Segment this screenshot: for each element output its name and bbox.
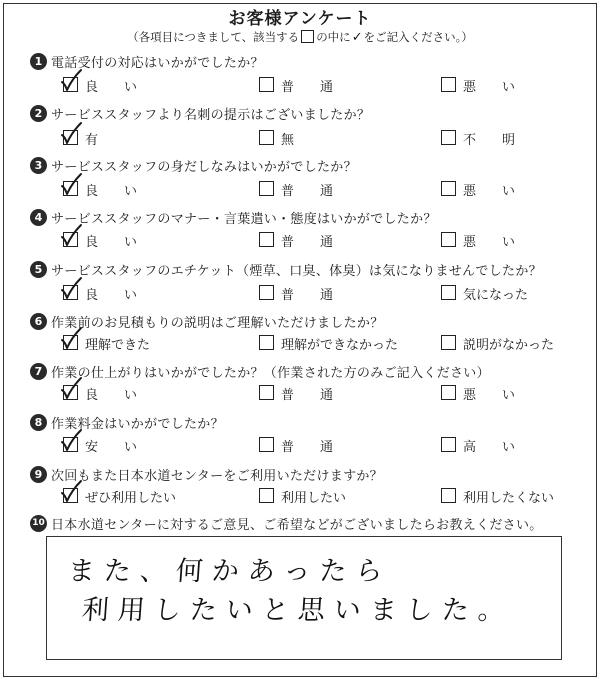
handwritten-check-icon [57, 171, 87, 197]
checkbox[interactable] [441, 335, 456, 350]
option-label: 説明がなかった [463, 338, 555, 353]
option-label: 無 [281, 133, 295, 148]
question-text-6: 作業前のお見積もりの説明はご理解いただけましたか？ [51, 316, 384, 331]
option-label: 普 通 [281, 235, 334, 250]
checkbox[interactable] [441, 77, 456, 92]
option-label: 良 い [85, 388, 138, 403]
question-number-2: 2 [30, 105, 47, 122]
option-label: 普 通 [281, 440, 334, 455]
question-text-3: サービススタッフの身だしなみはいかがでしたか？ [51, 160, 357, 175]
instruction-before: （各項目につきまして、該当する [127, 30, 300, 44]
question-text-4: サービススタッフのマナー・言葉遣い・態度はいかがでしたか？ [51, 212, 437, 227]
question-text-7: 作業の仕上がりはいかがでしたか？（作業された方のみご記入ください） [51, 366, 490, 381]
option-label: 安 い [85, 440, 138, 455]
question-text-2: サービススタッフより名刺の提示はございましたか？ [51, 108, 371, 123]
checkbox[interactable] [259, 77, 274, 92]
checkbox[interactable] [441, 232, 456, 247]
option-label: 理解できた [85, 338, 151, 353]
option-label: 普 通 [281, 288, 334, 303]
option-label: 良 い [85, 80, 138, 95]
checkbox[interactable] [441, 130, 456, 145]
instruction-box-icon [301, 30, 314, 43]
question-number-4: 4 [30, 209, 47, 226]
question-number-8: 8 [30, 414, 47, 431]
option-label: ぜひ利用したい [85, 491, 177, 506]
question-text-10: 日本水道センターに対するご意見、ご希望などがございましたらお教えください。 [51, 518, 543, 533]
question-text-5: サービススタッフのエチケット（煙草、口臭、体臭）は気になりませんでしたか？ [51, 264, 542, 279]
option-label: 悪 い [463, 184, 516, 199]
question-text-1: 電話受付の対応はいかがでしたか？ [51, 56, 264, 71]
handwritten-check-icon [57, 67, 87, 93]
option-label: 悪 い [463, 80, 516, 95]
question-text-9: 次回もまた日本水道センターをご利用いただけますか？ [51, 469, 383, 484]
survey-title: お客様アンケート [228, 9, 372, 29]
question-number-3: 3 [30, 157, 47, 174]
instruction-line [0, 29, 600, 45]
checkbox[interactable] [259, 437, 274, 452]
option-label: 普 通 [281, 388, 334, 403]
checkbox[interactable] [441, 181, 456, 196]
question-number-10: 10 [30, 515, 47, 532]
handwritten-check-icon [57, 325, 87, 351]
option-label: 良 い [85, 288, 138, 303]
handwritten-check-icon [57, 375, 87, 401]
option-label: 利用したくない [463, 491, 555, 506]
option-label: 不 明 [463, 133, 516, 148]
checkbox[interactable] [259, 285, 274, 300]
option-label: 悪 い [463, 235, 516, 250]
option-label: 普 通 [281, 80, 334, 95]
question-number-9: 9 [30, 466, 47, 483]
question-number-5: 5 [30, 261, 47, 278]
checkbox[interactable] [441, 285, 456, 300]
checkbox[interactable] [259, 232, 274, 247]
handwritten-check-icon [57, 275, 87, 301]
question-number-7: 7 [30, 363, 47, 380]
checkbox[interactable] [259, 181, 274, 196]
question-number-6: 6 [30, 313, 47, 330]
option-label: 利用したい [281, 491, 347, 506]
option-label: 気になった [463, 288, 529, 303]
instruction-check-icon: ✓ [351, 30, 363, 45]
handwritten-check-icon [57, 120, 87, 146]
question-number-1: 1 [30, 53, 47, 70]
question-text-8: 作業料金はいかがでしたか？ [51, 417, 224, 432]
option-label: 悪 い [463, 388, 516, 403]
instruction-after: をご記入ください。） [363, 30, 473, 44]
option-label: 理解ができなかった [281, 338, 399, 353]
option-label: 普 通 [281, 184, 334, 199]
checkbox[interactable] [259, 385, 274, 400]
checkbox[interactable] [259, 335, 274, 350]
checkbox[interactable] [441, 437, 456, 452]
instruction-middle: の中に [316, 30, 351, 44]
checkbox[interactable] [259, 130, 274, 145]
checkbox[interactable] [441, 488, 456, 503]
option-label: 有 [85, 133, 99, 148]
checkbox[interactable] [441, 385, 456, 400]
handwritten-check-icon [57, 222, 87, 248]
option-label: 良 い [85, 184, 138, 199]
handwritten-check-icon [57, 478, 87, 504]
option-label: 高 い [463, 440, 516, 455]
comment-line-2: 利用したいと思いました。 [80, 595, 515, 626]
checkbox[interactable] [259, 488, 274, 503]
comment-line-1: また、何かあったら [66, 556, 393, 587]
option-label: 良 い [85, 235, 138, 250]
handwritten-check-icon [57, 427, 87, 453]
